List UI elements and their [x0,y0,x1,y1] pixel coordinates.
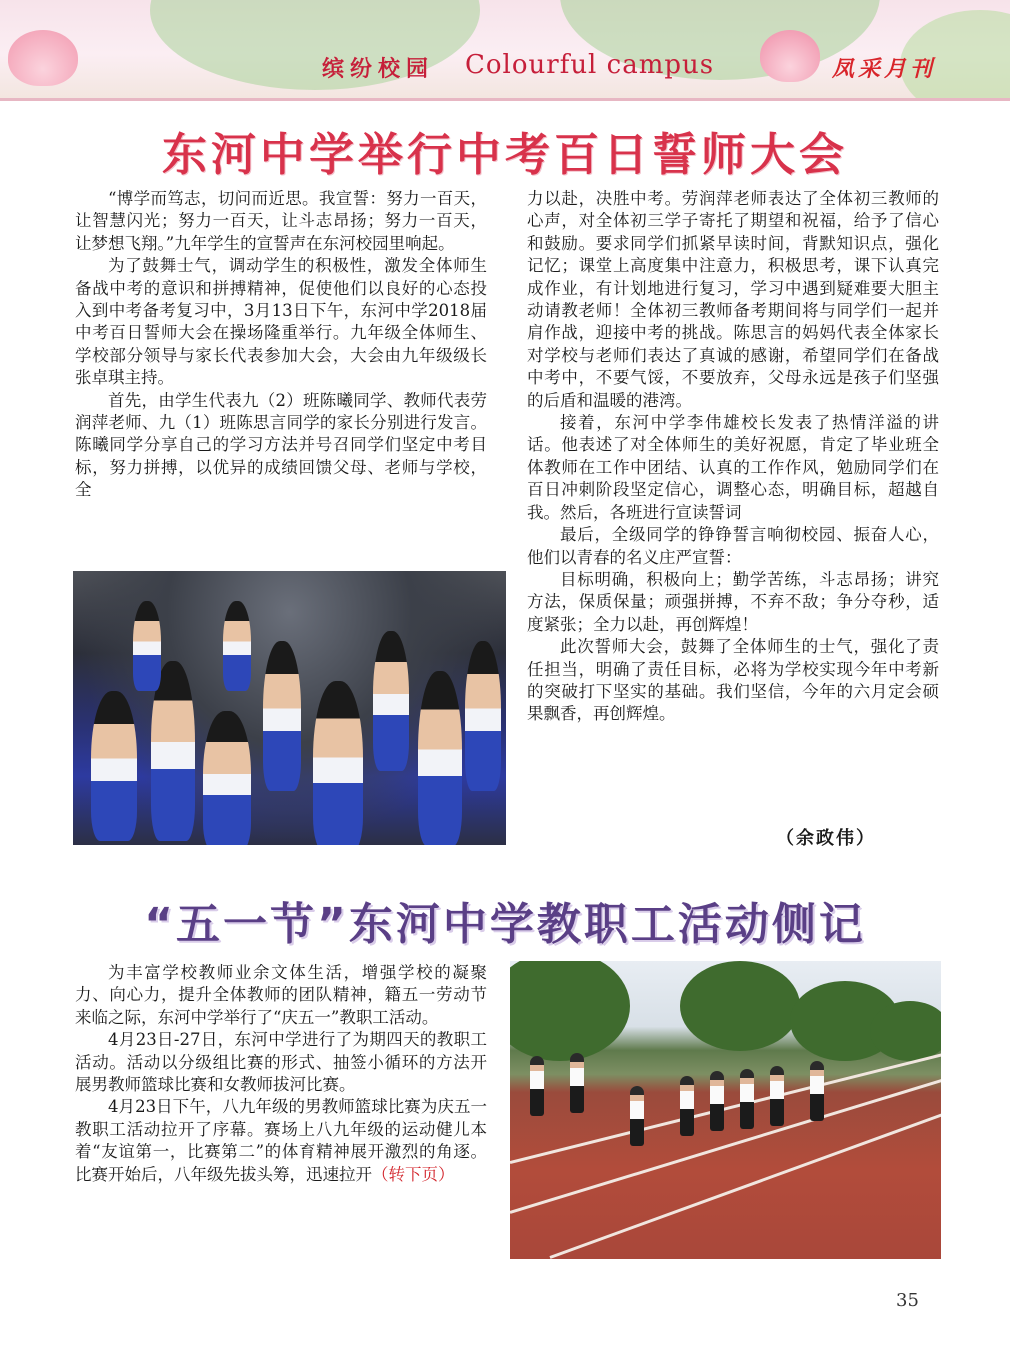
teacher-figure [770,1066,784,1126]
teacher-figure [740,1069,754,1129]
paragraph-text: 4月23日下午，八九年级的男教师篮球比赛为庆五一教职工活动拉开了序幕。赛场上八九年级的运动健儿本着“友谊第一，比赛第二”的体育精神展开激烈的角逐。比赛开始后，八年级先拔头筹，迅速拉开 [75,1097,487,1184]
teacher-figure [810,1061,824,1121]
student-figure [223,601,251,691]
teacher-figure [710,1071,724,1131]
student-figure [373,631,409,771]
paragraph: 首先，由学生代表九（2）班陈曦同学、教师代表劳润萍老师、九（1）班陈思言同学的家长分别进行发言。陈曦同学分享自己的学习方法并号召同学们坚定中考目标，努力拼搏，以优异的成绩回馈父母、老师与学校，全 [75,390,487,500]
page-header [0,0,1010,101]
magazine-name: 凤采月刊 [832,57,937,82]
section-title-en: Colourful campus [465,50,715,80]
spectator-figure [530,1056,544,1116]
student-figure [263,641,301,791]
paragraph: 4月23日-27日，东河中学进行了为期四天的教职工活动。活动以分级组比赛的形式、抽签小循环的方法开展男教师篮球比赛和女教师拔河比赛。 [75,1030,487,1095]
paragraph: 最后，全级同学的铮铮誓言响彻校园、振奋人心，他们以青春的名义庄严宣誓： [527,525,939,567]
tree-shape [680,961,800,1051]
article-column-left [75,188,487,502]
article-column-right [527,188,939,726]
tree-shape [870,1001,941,1061]
article-column-left [75,962,487,1186]
paragraph: 接着，东河中学李伟雄校长发表了热情洋溢的讲话。他表述了对全体师生的美好祝愿，肯定了毕业班全体教师在工作中团结、认真的工作作风，勉励同学们在百日冲刺阶段坚定信心，调整心态，明确目标，超越自我。然后，各班进行宣读誓词 [527,413,939,522]
tree-shape [510,961,630,1061]
student-figure [203,711,251,845]
article-title: 东河中学举行中考百日誓师大会 [161,128,848,181]
paragraph: 力以赴，决胜中考。劳润萍老师表达了全体初三教师的心声，对全体初三学子寄托了期望和祝福，给予了信心和鼓励。要求同学们抓紧早读时间，背默知识点，强化记忆；课堂上高度集中注意力，积极思考，课下认真完成作业，有计划地进行复习，学习中遇到疑难要大胆主动请教老师！全体初三教师备考期间将与同学们一起并肩作战，迎接中考的挑战。陈思言的妈妈代表全体家长对学校与老师们表达了真诚的感谢，希望同学们在备战中考中，不要气馁，不要放弃，父母永远是孩子们坚强的后盾和温暖的港湾。 [527,189,939,410]
student-figure [133,601,161,691]
continued-note: （转下页） [372,1164,455,1184]
student-figure [465,641,501,791]
tug-of-war-photo [510,961,941,1259]
section-title-cn: 缤纷校园 [322,57,435,82]
spectator-figure [570,1053,584,1113]
lotus-flower-icon [8,30,78,86]
lotus-flower-icon [760,30,820,82]
teacher-figure [630,1086,644,1146]
article-author: （余政伟） [776,828,876,849]
oath-ceremony-photo [73,571,506,845]
paragraph: 此次誓师大会，鼓舞了全体师生的士气，强化了责任担当，明确了责任目标，必将为学校实现今年中考新的突破打下坚实的基础。我们坚信，今年的六月定会硕果飘香，再创辉煌。 [527,637,939,724]
student-figure [418,671,462,845]
paragraph: 目标明确，积极向上；勤学苦练，斗志昂扬；讲究方法，保质保量；顽强拼搏，不弃不敌；争分夺秒，适度紧张；全力以赴，再创辉煌！ [527,569,939,634]
paragraph [75,1096,487,1186]
student-figure [313,681,363,845]
article-title: “五一节”东河中学教职工活动侧记 [144,899,866,950]
student-figure [91,691,137,841]
page-number: 35 [896,1290,919,1311]
paragraph: “博学而笃志，切问而近思。我宣誓：努力一百天，让智慧闪光；努力一百天，让斗志昂扬；努力一百天，让梦想飞翔。”九年学生的宣誓声在东河校园里响起。 [75,189,487,253]
paragraph: 为了鼓舞士气，调动学生的积极性，激发全体师生备战中考的意识和拼搏精神，促使他们以良好的心态投入到中考备考复习中，3月13日下午，东河中学2018届中考百日誓师大会在操场隆重举行。九年级全体师生、学校部分领导与家长代表参加大会，大会由九年级级长张卓琪主持。 [75,256,487,388]
paragraph: 为丰富学校教师业余文体生活，增强学校的凝聚力、向心力，提升全体教师的团队精神，籍五一劳动节来临之际，东河中学举行了“庆五一”教职工活动。 [75,963,487,1027]
teacher-figure [680,1076,694,1136]
